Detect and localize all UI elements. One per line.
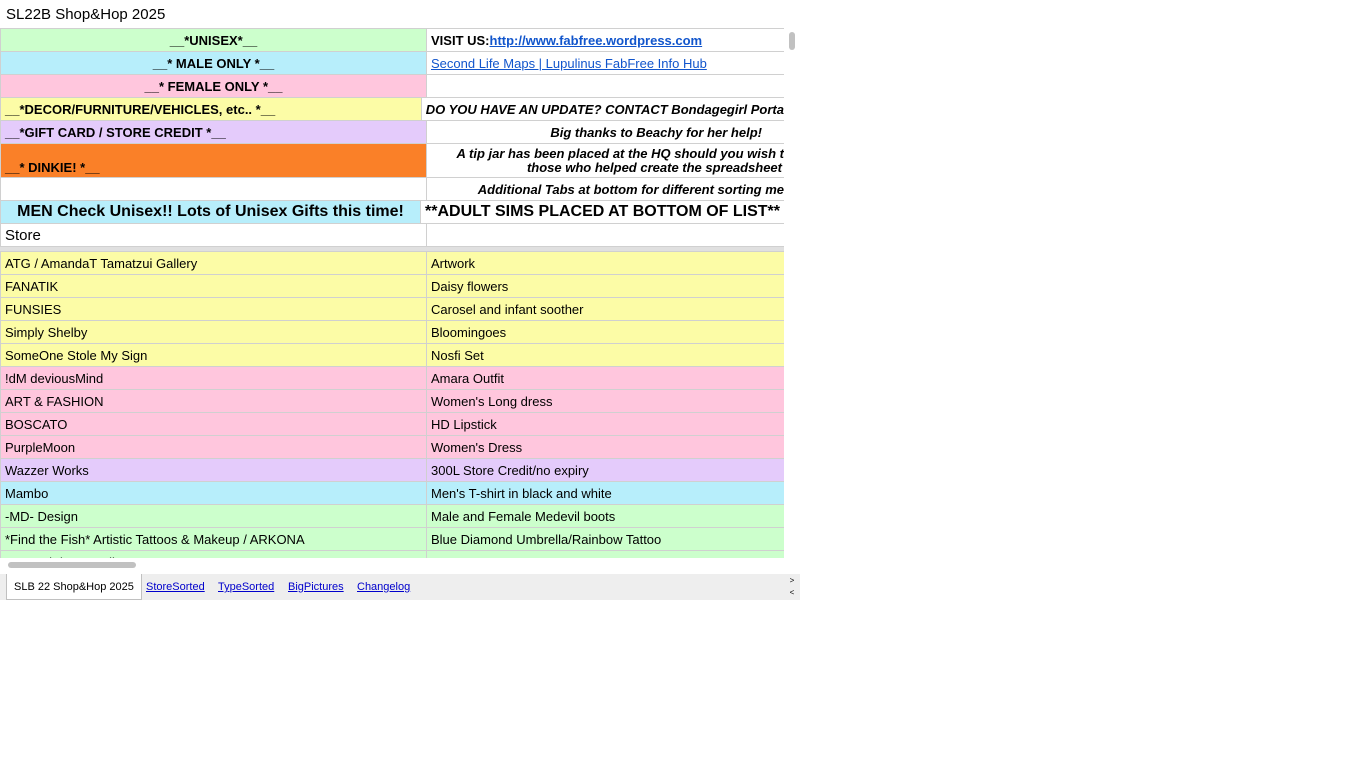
table-row: [0, 344, 784, 367]
table-row: [0, 298, 784, 321]
maps-link[interactable]: Second Life Maps | Lupulinus FabFree Info Hub: [431, 55, 707, 71]
store-cell[interactable]: BOSCATO: [0, 413, 427, 435]
scroll-tabs-right-icon[interactable]: >: [789, 576, 795, 585]
tab-bigpictures[interactable]: BigPictures: [288, 581, 344, 593]
visit-us-label: VISIT US:: [431, 32, 490, 48]
header-row-decor: [0, 98, 784, 121]
item-cell[interactable]: HD Lipstick: [427, 413, 784, 435]
additional-tabs-note: Additional Tabs at bottom for different sorting me: [427, 178, 784, 200]
item-cell[interactable]: Men's T-shirt in black and white: [427, 482, 784, 504]
tip-jar-note-line1: A tip jar has been placed at the HQ should you wish t: [456, 145, 784, 161]
item-cell[interactable]: Amara Outfit: [427, 367, 784, 389]
tab-changelog[interactable]: Changelog: [357, 581, 411, 593]
table-row: [0, 459, 784, 482]
empty-cell[interactable]: [0, 178, 427, 200]
header-row-female: [0, 75, 784, 98]
item-cell[interactable]: Bloomingoes: [427, 321, 784, 343]
table-row: [0, 528, 784, 551]
table-row: [0, 321, 784, 344]
dinkie-label: __* DINKIE! *__: [0, 144, 427, 177]
header-row-tabs-note: [0, 178, 784, 201]
store-cell[interactable]: SomeOne Stole My Sign: [0, 344, 427, 366]
header-row-unisex: [0, 29, 784, 52]
sheet-tab-bar: [0, 574, 800, 600]
store-cell[interactable]: PurpleMoon: [0, 436, 427, 458]
spreadsheet-grid[interactable]: [0, 28, 784, 559]
store-cell[interactable]: Wazzer Works: [0, 459, 427, 481]
store-cell[interactable]: ATG / AmandaT Tamatzui Gallery: [0, 252, 427, 274]
table-row: [0, 252, 784, 275]
page-title: SL22B Shop&Hop 2025: [6, 6, 166, 23]
empty-cell[interactable]: [427, 75, 784, 97]
item-cell[interactable]: Artwork: [427, 252, 784, 274]
website-link[interactable]: http://www.fabfree.wordpress.com: [489, 32, 703, 48]
header-row-dinkie: [0, 144, 784, 178]
item-cell[interactable]: Women's Long dress: [427, 390, 784, 412]
table-row: [0, 275, 784, 298]
male-only-label: __* MALE ONLY *__: [0, 52, 427, 74]
item-cell[interactable]: Women's Dress: [427, 436, 784, 458]
table-row: [0, 413, 784, 436]
store-cell[interactable]: Simply Shelby: [0, 321, 427, 343]
store-cell[interactable]: FUNSIES: [0, 298, 427, 320]
decor-label: __*DECOR/FURNITURE/VEHICLES, etc.. *__: [0, 98, 422, 120]
header-row-announcement: [0, 201, 784, 224]
header-row-male: [0, 52, 784, 75]
vertical-scroll-thumb[interactable]: [789, 32, 795, 50]
store-cell[interactable]: !dM deviousMind: [0, 367, 427, 389]
horizontal-scrollbar[interactable]: [0, 558, 800, 574]
store-column-header: Store: [0, 224, 427, 246]
tab-slb-22-shop-hop[interactable]: SLB 22 Shop&Hop 2025: [6, 574, 142, 600]
table-row: [0, 390, 784, 413]
store-cell[interactable]: *Find the Fish* Artistic Tattoos & Makeup / ARKONA: [0, 528, 427, 550]
unisex-label: __*UNISEX*__: [0, 29, 427, 51]
vertical-scrollbar[interactable]: [784, 28, 800, 558]
table-row: [0, 367, 784, 390]
tab-typesorted[interactable]: TypeSorted: [218, 581, 275, 593]
item-cell[interactable]: 300L Store Credit/no expiry: [427, 459, 784, 481]
column-header-row: [0, 224, 784, 247]
tip-jar-note-line2: those who helped create the spreadsheet: [526, 159, 782, 175]
table-row: [0, 505, 784, 528]
empty-cell[interactable]: [427, 224, 784, 246]
men-unisex-note: MEN Check Unisex!! Lots of Unisex Gifts this time!: [0, 201, 421, 223]
store-cell[interactable]: -MD- Design: [0, 505, 427, 527]
table-row: [0, 436, 784, 459]
item-cell[interactable]: Daisy flowers: [427, 275, 784, 297]
tab-storesorted[interactable]: StoreSorted: [146, 581, 205, 593]
store-cell[interactable]: Mambo: [0, 482, 427, 504]
store-cell[interactable]: FANATIK: [0, 275, 427, 297]
gift-card-label: __*GIFT CARD / STORE CREDIT *__: [0, 121, 427, 143]
adult-sims-note: **ADULT SIMS PLACED AT BOTTOM OF LIST**: [421, 201, 784, 223]
data-rows: [0, 252, 784, 574]
scroll-tabs-left-icon[interactable]: <: [789, 588, 795, 597]
female-only-label: __* FEMALE ONLY *__: [0, 75, 427, 97]
update-contact-note: DO YOU HAVE AN UPDATE? CONTACT Bondagegirl Porta: [422, 98, 784, 120]
item-cell[interactable]: Carosel and infant soother: [427, 298, 784, 320]
horizontal-scroll-thumb[interactable]: [8, 562, 136, 568]
item-cell[interactable]: Male and Female Medevil boots: [427, 505, 784, 527]
thanks-note: Big thanks to Beachy for her help!: [427, 121, 784, 143]
table-row: [0, 482, 784, 505]
item-cell[interactable]: Nosfi Set: [427, 344, 784, 366]
header-row-giftcard: [0, 121, 784, 144]
item-cell[interactable]: Blue Diamond Umbrella/Rainbow Tattoo: [427, 528, 784, 550]
store-cell[interactable]: ART & FASHION: [0, 390, 427, 412]
